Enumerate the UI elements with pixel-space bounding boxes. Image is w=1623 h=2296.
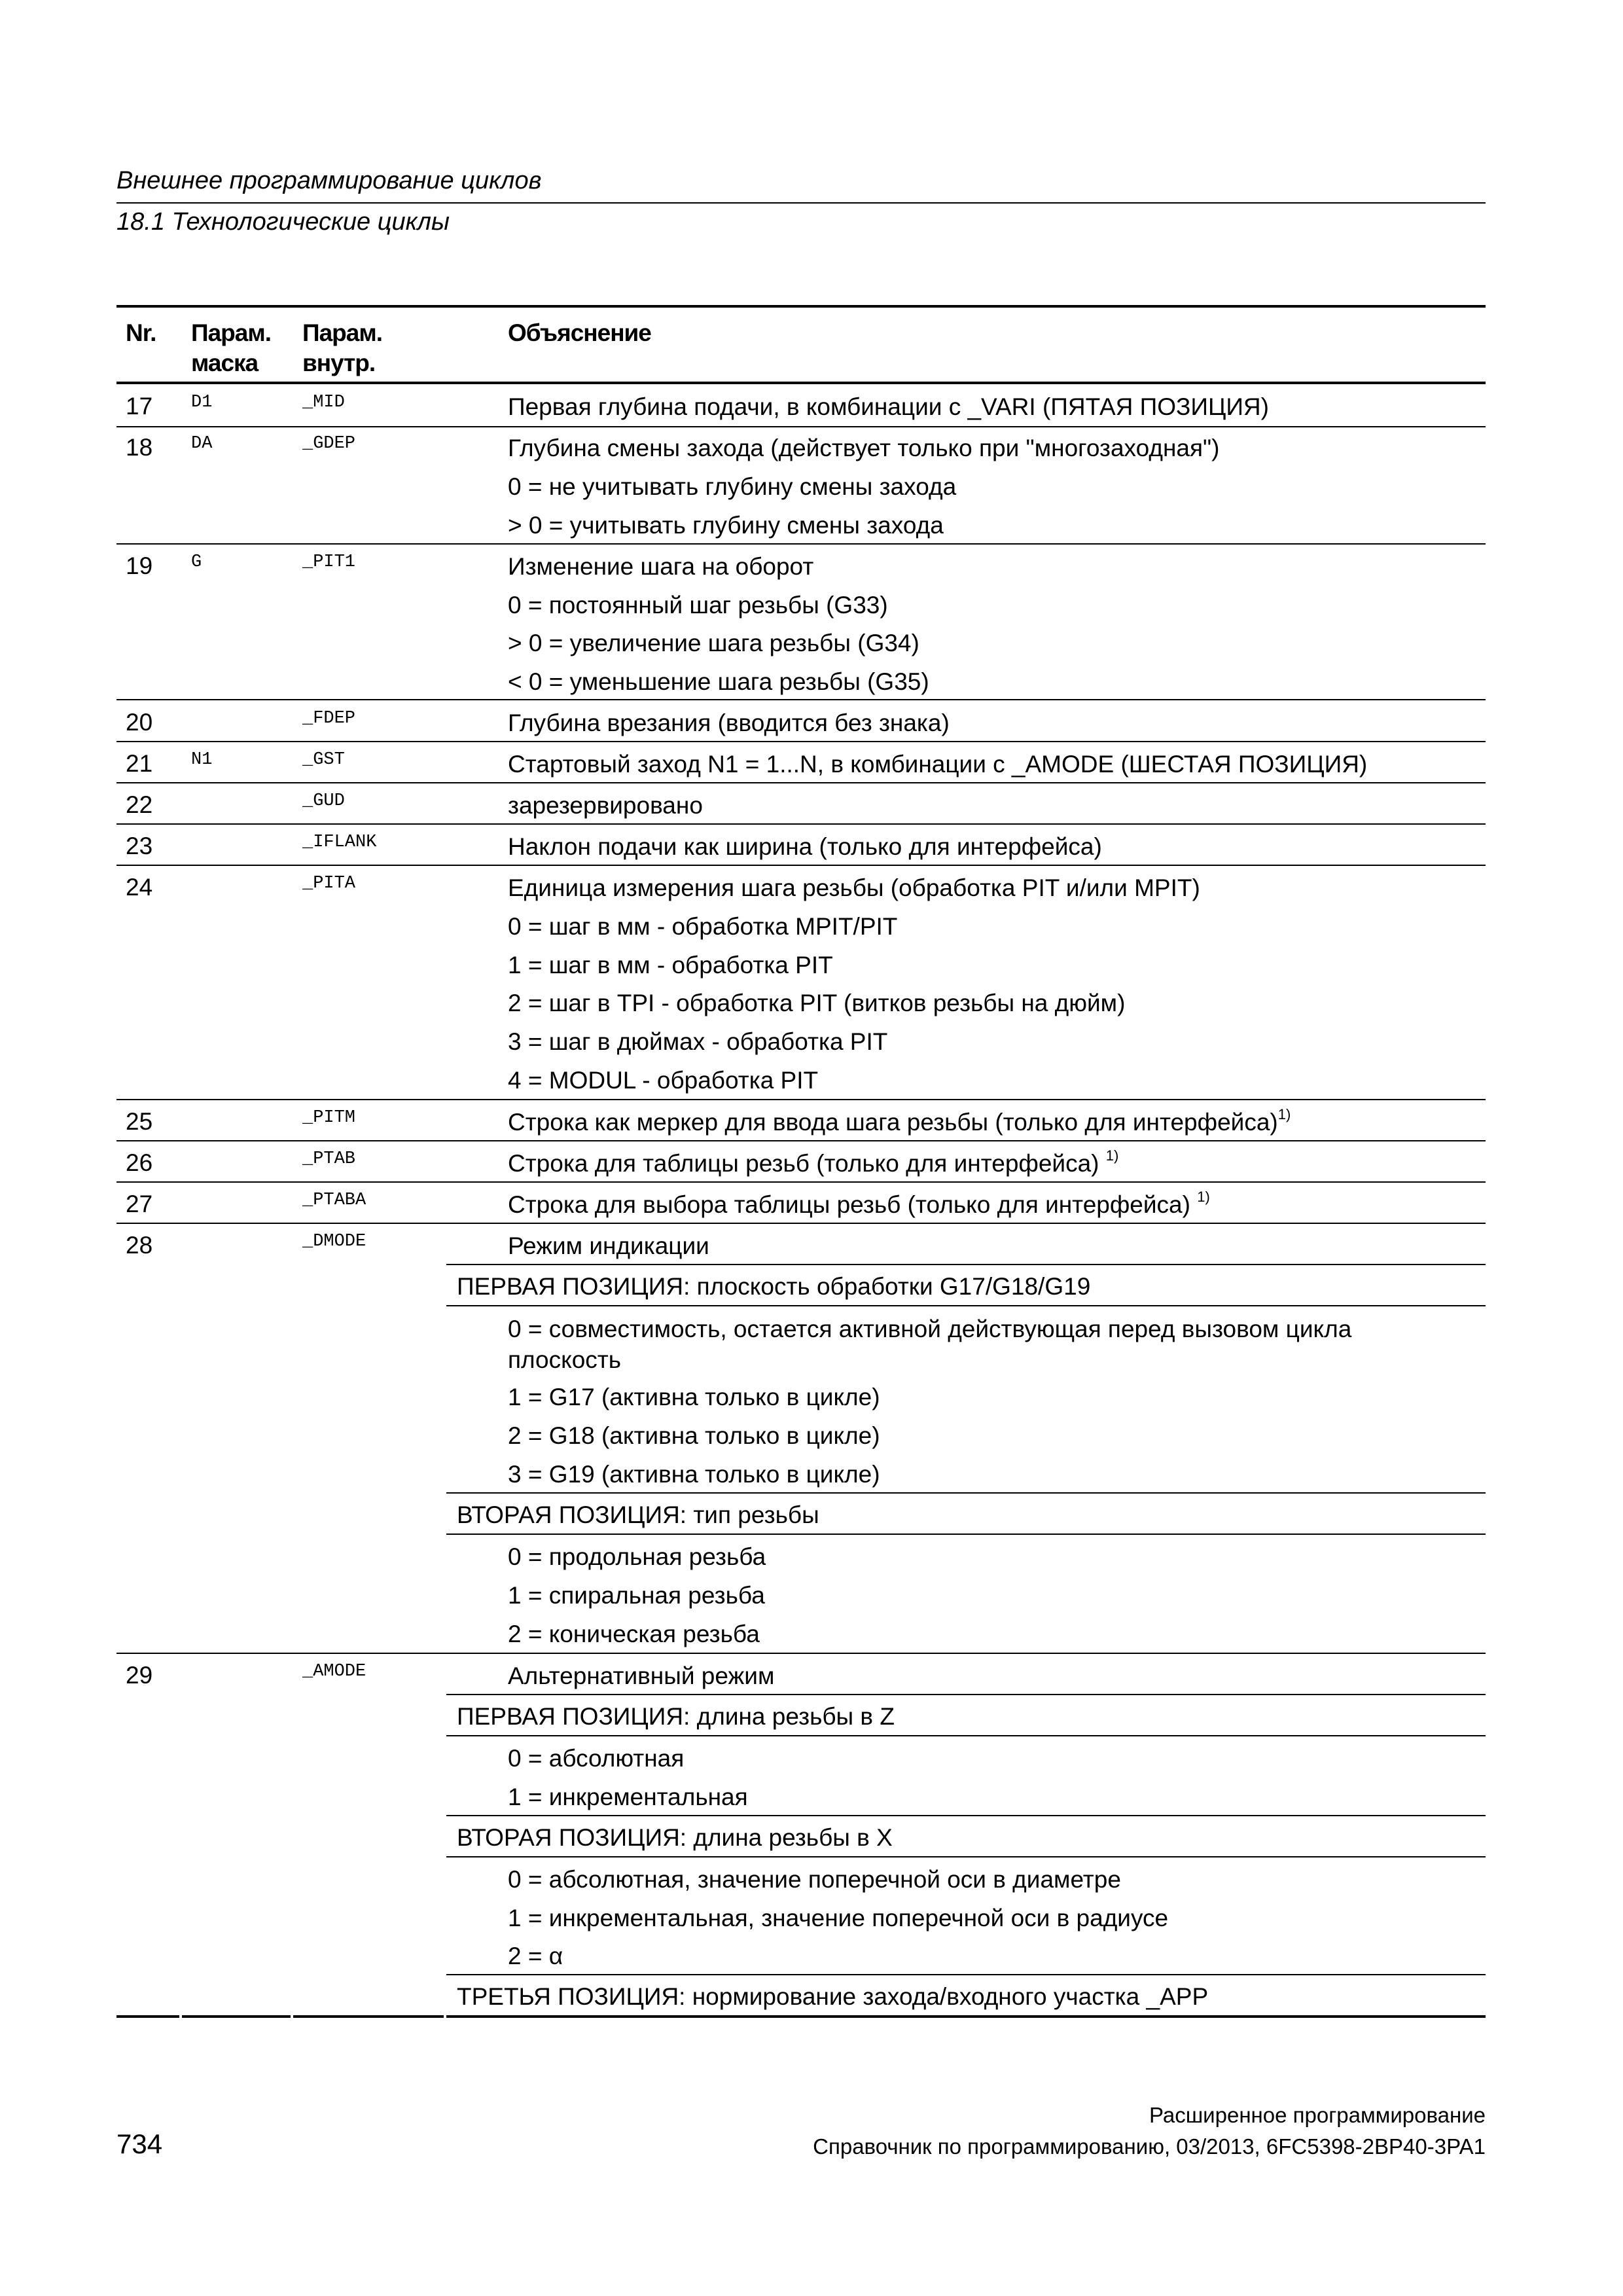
subsection-label: ПЕРВАЯ ПОЗИЦИЯ: длина резьбы в Z: [457, 1703, 895, 1730]
row-divider: [116, 1653, 1486, 1654]
explanation-text: Строка как меркер для ввода шага резьбы (только для интерфейса): [508, 1109, 1278, 1136]
subsection-label: ВТОРАЯ ПОЗИЦИЯ: тип резьбы: [457, 1501, 819, 1528]
subsection-label: ВТОРАЯ ПОЗИЦИЯ: длина резьбы в X: [457, 1824, 893, 1851]
row-divider: [116, 1099, 1486, 1100]
col-header-internal-1: Парам.: [302, 319, 383, 346]
row-mask-param: D1: [191, 393, 213, 412]
row-divider: [116, 1223, 1486, 1224]
row-nr: 25: [126, 1108, 153, 1135]
col-header-mask-2: маска: [191, 350, 259, 376]
table-bottom-rule: [293, 2015, 444, 2018]
row-explanation: Глубина врезания (вводится без знака): [508, 709, 950, 736]
row-explanation: [508, 1149, 1463, 1179]
footnote-marker: 1): [1197, 1188, 1210, 1205]
row-explanation: Альтернативный режим: [508, 1662, 775, 1689]
row-explanation-line: 0 = абсолютная, значение поперечной оси в диаметре: [508, 1866, 1121, 1893]
row-internal-param: _DMODE: [302, 1232, 366, 1251]
row-explanation: Режим индикации: [508, 1232, 709, 1259]
row-nr: 20: [126, 709, 153, 736]
row-nr: 21: [126, 750, 153, 777]
row-explanation-line: плоскость: [508, 1346, 622, 1373]
row-explanation-line: 0 = не учитывать глубину смены захода: [508, 473, 957, 500]
row-explanation: Единица измерения шага резьбы (обработка PIT и/или MPIT): [508, 874, 1200, 901]
row-mask-param: G: [191, 552, 202, 572]
row-explanation: Стартовый заход N1 = 1...N, в комбинации с _AMODE (ШЕСТАЯ ПОЗИЦИЯ): [508, 751, 1368, 778]
row-explanation-line: 0 = постоянный шаг резьбы (G33): [508, 592, 888, 619]
row-internal-param: _GDEP: [302, 434, 356, 454]
row-explanation-line: 1 = G17 (активна только в цикле): [508, 1384, 880, 1410]
explanation-text: Строка для выбора таблицы резьб (только для интерфейса): [508, 1191, 1198, 1218]
table-top-rule: [116, 305, 1486, 308]
row-internal-param: _GUD: [302, 791, 345, 811]
footnote-marker: 1): [1105, 1147, 1119, 1164]
table-header-rule: [116, 382, 1486, 384]
subrow-divider: [446, 1264, 1486, 1265]
row-mask-param: N1: [191, 750, 213, 770]
subrow-divider: [446, 1492, 1486, 1494]
row-explanation-line: 0 = продольная резьба: [508, 1543, 766, 1570]
subrow-divider: [446, 1856, 1486, 1857]
subsection-label: ПЕРВАЯ ПОЗИЦИЯ: плоскость обработки G17/G18/G19: [457, 1273, 1091, 1300]
col-header-nr: Nr.: [126, 319, 156, 346]
row-nr: 22: [126, 791, 153, 818]
row-internal-param: _PTAB: [302, 1149, 356, 1169]
subrow-divider: [446, 1305, 1486, 1306]
explanation-text: Строка для таблицы резьб (только для интерфейса): [508, 1150, 1106, 1177]
row-explanation-line: 4 = MODUL - обработка PIT: [508, 1067, 819, 1094]
row-explanation-line: 0 = абсолютная: [508, 1745, 685, 1772]
row-explanation: Первая глубина подачи, в комбинации с _VARI (ПЯТАЯ ПОЗИЦИЯ): [508, 393, 1269, 420]
row-explanation-line: 2 = шаг в TPI - обработка PIT (витков резьбы на дюйм): [508, 990, 1126, 1016]
subrow-divider: [446, 1534, 1486, 1535]
col-header-mask-1: Парам.: [191, 319, 272, 346]
row-nr: 23: [126, 833, 153, 859]
row-nr: 17: [126, 393, 153, 420]
subrow-divider: [446, 1735, 1486, 1736]
row-nr: 27: [126, 1191, 153, 1217]
row-explanation-line: 1 = спиральная резьба: [508, 1582, 765, 1609]
row-divider: [116, 741, 1486, 742]
subsection-label: ТРЕТЬЯ ПОЗИЦИЯ: нормирование захода/входного участка _APP: [457, 1983, 1209, 2010]
row-nr: 28: [126, 1232, 153, 1259]
row-nr: 18: [126, 434, 153, 461]
row-explanation-line: 0 = шаг в мм - обработка MPIT/PIT: [508, 913, 898, 940]
col-header-explanation: Объяснение: [508, 319, 651, 346]
row-divider: [116, 699, 1486, 700]
footer-manual-ref: Справочник по программированию, 03/2013, 6FC5398-2BP40-3PA1: [813, 2134, 1486, 2159]
footer-book-title: Расширенное программирование: [1149, 2103, 1486, 2127]
row-explanation-line: 2 = G18 (активна только в цикле): [508, 1422, 880, 1449]
row-nr: 29: [126, 1662, 153, 1689]
row-explanation-line: 1 = шаг в мм - обработка PIT: [508, 952, 833, 978]
row-internal-param: _PIT1: [302, 552, 356, 572]
subrow-divider: [446, 1974, 1486, 1975]
chapter-title: Внешнее программирование циклов: [116, 167, 542, 194]
row-explanation-line: < 0 = уменьшение шага резьбы (G35): [508, 668, 929, 695]
row-mask-param: DA: [191, 434, 213, 454]
row-internal-param: _GST: [302, 750, 345, 770]
page-number: 734: [116, 2128, 163, 2159]
row-internal-param: _PITA: [302, 874, 356, 893]
row-nr: 26: [126, 1149, 153, 1176]
row-explanation: зарезервировано: [508, 792, 703, 819]
row-divider: [116, 426, 1486, 427]
row-nr: 24: [126, 874, 153, 901]
row-divider: [116, 1181, 1486, 1183]
row-explanation: [508, 1190, 1463, 1220]
row-explanation-line: 3 = шаг в дюймах - обработка PIT: [508, 1028, 888, 1055]
row-explanation-line: 1 = инкрементальная, значение поперечной оси в радиусе: [508, 1905, 1169, 1931]
table-bottom-rule: [182, 2015, 291, 2018]
row-nr: 19: [126, 552, 153, 579]
row-divider: [116, 543, 1486, 545]
row-divider: [116, 1140, 1486, 1141]
row-explanation-line: 1 = инкрементальная: [508, 1784, 748, 1810]
subrow-divider: [446, 1815, 1486, 1816]
row-explanation-line: 3 = G19 (активна только в цикле): [508, 1461, 880, 1488]
row-explanation: [508, 1107, 1463, 1138]
row-explanation: Наклон подачи как ширина (только для интерфейса): [508, 833, 1102, 860]
row-explanation-line: 2 = коническая резьба: [508, 1621, 760, 1647]
section-title: 18.1 Технологические циклы: [116, 208, 450, 236]
row-internal-param: _MID: [302, 393, 345, 412]
table-bottom-rule: [116, 2015, 179, 2018]
row-divider: [116, 782, 1486, 783]
row-explanation-line: 0 = совместимость, остается активной действующая перед вызовом цикла: [508, 1316, 1352, 1342]
row-explanation: Изменение шага на оборот: [508, 553, 814, 580]
row-internal-param: _PITM: [302, 1108, 356, 1128]
row-explanation-line: > 0 = увеличение шага резьбы (G34): [508, 630, 919, 656]
row-explanation-line: > 0 = учитывать глубину смены захода: [508, 512, 944, 539]
table-bottom-rule: [446, 2015, 1486, 2018]
row-explanation-line: 2 = α: [508, 1943, 563, 1969]
header-rule: [116, 202, 1486, 204]
row-internal-param: _AMODE: [302, 1662, 366, 1681]
col-header-internal-2: внутр.: [302, 350, 376, 376]
subrow-divider: [446, 1694, 1486, 1695]
row-divider: [116, 865, 1486, 866]
row-internal-param: _PTABA: [302, 1191, 366, 1210]
row-internal-param: _FDEP: [302, 709, 356, 728]
row-explanation: Глубина смены захода (действует только при "многозаходная"): [508, 435, 1220, 461]
footnote-marker: 1): [1277, 1105, 1291, 1122]
row-divider: [116, 823, 1486, 825]
row-internal-param: _IFLANK: [302, 833, 377, 852]
